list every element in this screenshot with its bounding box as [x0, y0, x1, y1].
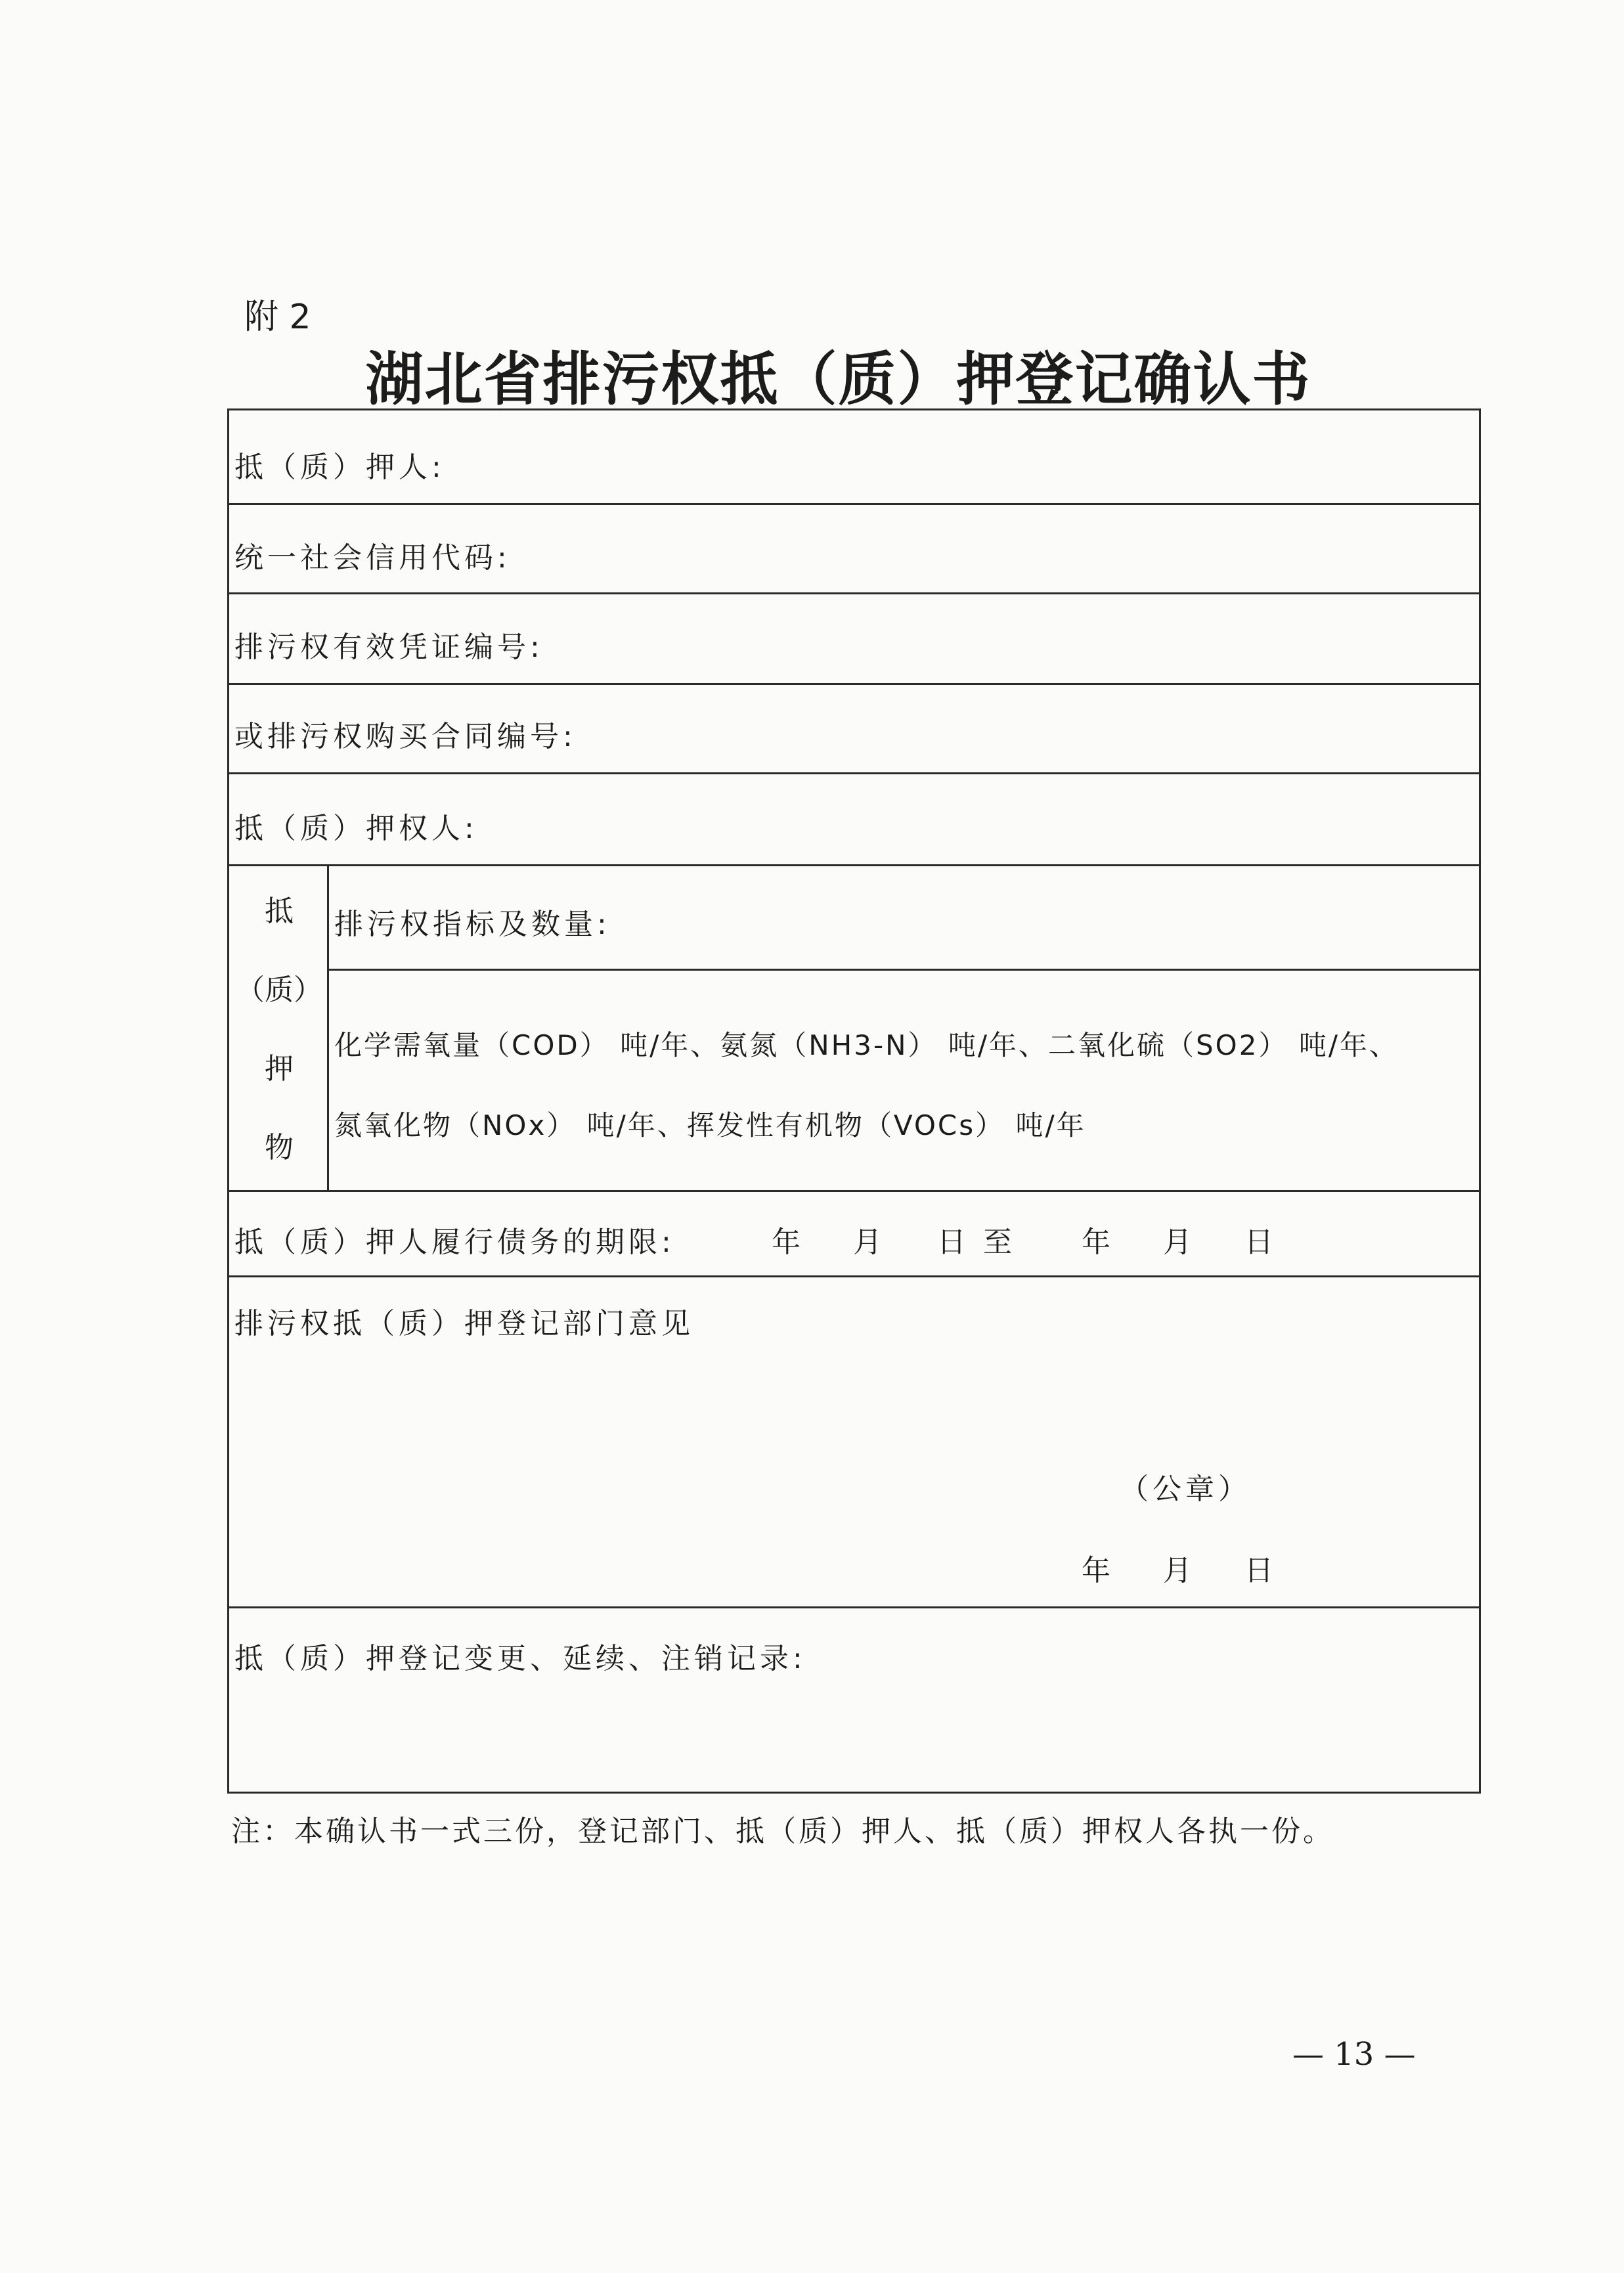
voucher-no-label: 排污权有效凭证编号: — [234, 630, 544, 664]
pledgee-label: 抵（质）押权人: — [234, 812, 478, 845]
collateral-side-label — [229, 866, 329, 1190]
confirmation-form — [227, 408, 1481, 1794]
term-month-1: 月 — [853, 1225, 886, 1259]
row-opinion — [229, 1277, 1479, 1608]
attachment-label: 附 2 — [244, 298, 311, 337]
page-number: — 13 — — [1292, 2036, 1416, 2073]
side-char-1: 抵 — [265, 894, 294, 928]
pollutant-line-2: 氮氧化物（NOx） 吨/年、挥发性有机物（VOCs） 吨/年 — [334, 1109, 1086, 1141]
title-text: 湖北省排污权抵（质）押登记确认书 — [365, 345, 1311, 413]
opinion-label: 排污权抵（质）押登记部门意见 — [234, 1307, 694, 1340]
collateral-divider — [329, 969, 1479, 971]
term-day-to: 日 至 — [937, 1225, 1016, 1259]
row-term — [229, 1192, 1479, 1277]
row-contract-no — [229, 685, 1479, 774]
side-char-2: （质） — [236, 973, 322, 1007]
pledgor-label: 抵（质）押人: — [234, 451, 445, 484]
credit-code-label: 统一社会信用代码: — [234, 541, 511, 575]
opinion-month: 月 — [1163, 1554, 1196, 1587]
indicator-label: 排污权指标及数量: — [334, 908, 611, 941]
side-char-3: 押 — [265, 1052, 294, 1086]
term-year-2: 年 — [1082, 1225, 1114, 1259]
row-credit-code — [229, 505, 1479, 594]
row-pledgor — [229, 410, 1479, 505]
row-voucher-no — [229, 594, 1479, 685]
document-title — [0, 334, 1624, 416]
row-changes — [229, 1608, 1479, 1794]
term-month-2: 月 — [1163, 1225, 1196, 1259]
side-char-4: 物 — [265, 1131, 294, 1164]
contract-no-label: 或排污权购买合同编号: — [234, 720, 577, 753]
opinion-day: 日 — [1244, 1554, 1277, 1587]
row-collateral — [229, 866, 1479, 1192]
footnote: 注：本确认书一式三份，登记部门、抵（质）押人、抵（质）押权人各执一份。 — [231, 1815, 1334, 1848]
changes-label: 抵（质）押登记变更、延续、注销记录: — [234, 1642, 806, 1675]
seal-label: （公章） — [1120, 1472, 1251, 1506]
term-day-2: 日 — [1244, 1225, 1277, 1259]
term-label: 抵（质）押人履行债务的期限: — [234, 1225, 675, 1259]
row-pledgee — [229, 774, 1479, 866]
term-year-1: 年 — [772, 1225, 804, 1259]
opinion-year: 年 — [1082, 1554, 1114, 1587]
pollutant-line-1: 化学需氧量（COD） 吨/年、氨氮（NH3-N） 吨/年、二氧化硫（SO2） 吨/年、 — [334, 1029, 1399, 1061]
